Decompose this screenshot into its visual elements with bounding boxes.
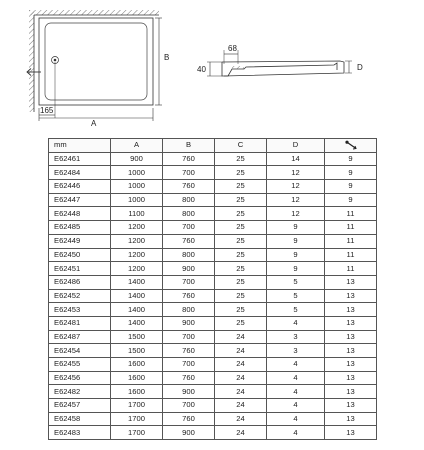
cell-dim-a: 1400	[111, 275, 163, 289]
cell-dim-c: 24	[215, 371, 267, 385]
cell-dim-b: 800	[163, 248, 215, 262]
table-row	[49, 330, 377, 344]
cell-dim-c: 24	[215, 330, 267, 344]
table-row	[49, 289, 377, 303]
cell-dim-b: 800	[163, 193, 215, 207]
cell-product-code: E62455	[49, 358, 111, 372]
cell-product-code: E62484	[49, 166, 111, 180]
table-row	[49, 152, 377, 166]
cell-dim-a: 1600	[111, 385, 163, 399]
table-row	[49, 180, 377, 194]
dimension-width-label: 68	[228, 44, 237, 53]
tray-basin	[45, 23, 147, 100]
cell-slope: 11	[325, 221, 377, 235]
cell-dim-b: 900	[163, 426, 215, 440]
header-c: C	[215, 139, 267, 153]
cell-dim-d: 9	[267, 262, 325, 276]
cell-dim-b: 760	[163, 152, 215, 166]
cell-slope: 13	[325, 303, 377, 317]
technical-drawing	[0, 0, 424, 132]
cell-dim-b: 700	[163, 399, 215, 413]
cell-dim-c: 25	[215, 316, 267, 330]
cell-dim-c: 25	[215, 152, 267, 166]
cell-dim-a: 1200	[111, 234, 163, 248]
cell-slope: 9	[325, 152, 377, 166]
drawing-canvas	[0, 0, 424, 132]
cell-dim-b: 700	[163, 330, 215, 344]
cell-dim-a: 1500	[111, 330, 163, 344]
cell-dim-c: 25	[215, 207, 267, 221]
cell-dim-d: 5	[267, 275, 325, 289]
cell-slope: 11	[325, 234, 377, 248]
cell-product-code: E62487	[49, 330, 111, 344]
cell-product-code: E62456	[49, 371, 111, 385]
cell-dim-b: 700	[163, 358, 215, 372]
cell-dim-a: 1200	[111, 262, 163, 276]
cell-product-code: E62485	[49, 221, 111, 235]
cell-product-code: E62486	[49, 275, 111, 289]
cell-product-code: E62461	[49, 152, 111, 166]
cell-product-code: E62452	[49, 289, 111, 303]
cell-dim-d: 9	[267, 221, 325, 235]
cell-dim-c: 25	[215, 193, 267, 207]
cell-dim-a: 1200	[111, 221, 163, 235]
cell-dim-b: 900	[163, 316, 215, 330]
cell-product-code: E62449	[49, 234, 111, 248]
tray-outline	[39, 18, 153, 105]
cell-dim-b: 760	[163, 289, 215, 303]
cell-dim-b: 760	[163, 234, 215, 248]
cell-dim-b: 900	[163, 385, 215, 399]
cell-dim-c: 24	[215, 358, 267, 372]
cell-slope: 13	[325, 344, 377, 358]
cell-product-code: E62451	[49, 262, 111, 276]
table-row	[49, 303, 377, 317]
cell-dim-a: 1600	[111, 371, 163, 385]
table-row	[49, 193, 377, 207]
dimension-depth-label: D	[357, 63, 363, 72]
cell-dim-a: 1100	[111, 207, 163, 221]
cell-dim-a: 1500	[111, 344, 163, 358]
header-d: D	[267, 139, 325, 153]
cell-dim-b: 900	[163, 262, 215, 276]
cell-dim-b: 700	[163, 221, 215, 235]
cell-dim-b: 760	[163, 344, 215, 358]
cell-dim-a: 1000	[111, 180, 163, 194]
cell-dim-d: 12	[267, 166, 325, 180]
cell-dim-c: 25	[215, 289, 267, 303]
cell-slope: 13	[325, 371, 377, 385]
cell-dim-d: 5	[267, 289, 325, 303]
table-row	[49, 316, 377, 330]
cell-slope: 13	[325, 399, 377, 413]
cell-slope: 11	[325, 207, 377, 221]
cell-dim-b: 700	[163, 275, 215, 289]
cell-dim-c: 25	[215, 234, 267, 248]
table-row	[49, 248, 377, 262]
cell-dim-b: 760	[163, 180, 215, 194]
header-unit: mm	[49, 139, 111, 153]
cell-slope: 13	[325, 358, 377, 372]
table-row	[49, 385, 377, 399]
dimension-a-label: A	[91, 119, 97, 128]
cell-dim-a: 1700	[111, 412, 163, 426]
cell-dim-d: 4	[267, 426, 325, 440]
cell-dim-b: 760	[163, 412, 215, 426]
cell-dim-a: 1700	[111, 426, 163, 440]
cell-slope: 9	[325, 166, 377, 180]
cell-dim-c: 25	[215, 248, 267, 262]
cell-product-code: E62482	[49, 385, 111, 399]
cell-product-code: E62446	[49, 180, 111, 194]
table-row	[49, 371, 377, 385]
cell-dim-c: 24	[215, 412, 267, 426]
table-row	[49, 262, 377, 276]
cell-product-code: E62448	[49, 207, 111, 221]
tray-section-profile	[222, 61, 344, 76]
cell-dim-d: 14	[267, 152, 325, 166]
table-row	[49, 207, 377, 221]
cell-slope: 13	[325, 289, 377, 303]
cell-dim-d: 12	[267, 193, 325, 207]
cell-slope: 13	[325, 330, 377, 344]
cell-dim-c: 25	[215, 180, 267, 194]
cell-slope: 11	[325, 248, 377, 262]
cell-dim-d: 4	[267, 316, 325, 330]
cell-dim-d: 12	[267, 180, 325, 194]
cell-dim-b: 700	[163, 166, 215, 180]
cell-dim-a: 1000	[111, 166, 163, 180]
cell-dim-d: 3	[267, 344, 325, 358]
cell-slope: 13	[325, 385, 377, 399]
dimension-b-label: B	[164, 53, 170, 62]
table-header-row	[49, 139, 377, 153]
cell-product-code: E62447	[49, 193, 111, 207]
cell-dim-a: 1400	[111, 316, 163, 330]
drain-center	[54, 59, 57, 62]
header-b: B	[163, 139, 215, 153]
cell-dim-a: 1700	[111, 399, 163, 413]
table-row	[49, 344, 377, 358]
cell-dim-c: 24	[215, 344, 267, 358]
cell-slope: 13	[325, 316, 377, 330]
cell-dim-d: 4	[267, 399, 325, 413]
table-row	[49, 426, 377, 440]
cell-dim-d: 12	[267, 207, 325, 221]
dimension-height-label: 40	[197, 65, 206, 74]
cell-product-code: E62483	[49, 426, 111, 440]
cell-dim-a: 1400	[111, 303, 163, 317]
cell-dim-c: 25	[215, 221, 267, 235]
cell-dim-d: 4	[267, 371, 325, 385]
cell-dim-d: 9	[267, 234, 325, 248]
cell-dim-d: 5	[267, 303, 325, 317]
table-row	[49, 399, 377, 413]
cell-product-code: E62450	[49, 248, 111, 262]
table-row	[49, 358, 377, 372]
table-row	[49, 166, 377, 180]
wall-left-hatch	[29, 10, 34, 112]
cell-dim-d: 9	[267, 248, 325, 262]
cell-dim-b: 800	[163, 207, 215, 221]
table-row	[49, 412, 377, 426]
dimension-offset-label: 165	[40, 106, 54, 115]
cell-dim-c: 24	[215, 399, 267, 413]
cell-dim-b: 800	[163, 303, 215, 317]
wall-top-hatch	[29, 10, 159, 15]
cell-product-code: E62481	[49, 316, 111, 330]
cell-dim-d: 4	[267, 412, 325, 426]
cell-dim-d: 4	[267, 385, 325, 399]
cell-dim-a: 900	[111, 152, 163, 166]
cell-product-code: E62458	[49, 412, 111, 426]
cell-dim-c: 25	[215, 275, 267, 289]
cell-product-code: E62454	[49, 344, 111, 358]
cell-slope: 13	[325, 275, 377, 289]
cell-dim-c: 25	[215, 166, 267, 180]
cell-dim-c: 25	[215, 303, 267, 317]
cell-dim-c: 24	[215, 385, 267, 399]
cell-dim-c: 25	[215, 262, 267, 276]
cell-dim-a: 1000	[111, 193, 163, 207]
header-slope	[325, 139, 377, 153]
cell-product-code: E62457	[49, 399, 111, 413]
table-row	[49, 221, 377, 235]
cell-dim-a: 1600	[111, 358, 163, 372]
header-a: A	[111, 139, 163, 153]
cell-dim-b: 760	[163, 371, 215, 385]
cell-dim-a: 1200	[111, 248, 163, 262]
cell-slope: 9	[325, 180, 377, 194]
dimensions-table	[48, 138, 377, 440]
cell-dim-d: 3	[267, 330, 325, 344]
cell-slope: 13	[325, 412, 377, 426]
cell-dim-d: 4	[267, 358, 325, 372]
cell-slope: 11	[325, 262, 377, 276]
cell-slope: 9	[325, 193, 377, 207]
cell-dim-a: 1400	[111, 289, 163, 303]
slope-angle-icon	[345, 140, 357, 150]
table-row	[49, 234, 377, 248]
cell-slope: 13	[325, 426, 377, 440]
cell-dim-c: 24	[215, 426, 267, 440]
cell-product-code: E62453	[49, 303, 111, 317]
table-row	[49, 275, 377, 289]
